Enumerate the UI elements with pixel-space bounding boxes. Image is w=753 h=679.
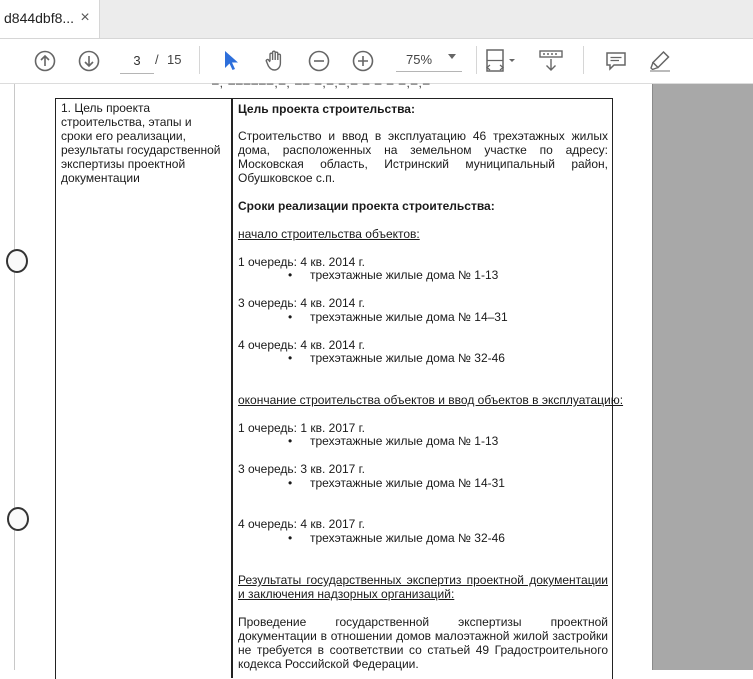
page-down-icon[interactable] xyxy=(74,46,104,76)
select-cursor-icon[interactable] xyxy=(216,46,246,76)
viewer-gutter xyxy=(653,84,753,670)
page-up-icon[interactable] xyxy=(30,46,60,76)
tab-strip xyxy=(0,0,753,39)
end-detail-3: • трехэтажные жилые дома № 14-31 xyxy=(288,476,505,490)
start-detail-4: • трехэтажные жилые дома № 32-46 xyxy=(288,351,505,365)
terms-heading: Сроки реализации проекта строительства: xyxy=(238,199,495,213)
tab-title: d844dbf8... xyxy=(4,10,75,26)
end-detail-4: • трехэтажные жилые дома № 32-46 xyxy=(288,531,505,545)
zoom-out-icon[interactable] xyxy=(304,46,334,76)
page-total: 15 xyxy=(167,52,182,67)
goal-heading: Цель проекта строительства: xyxy=(238,102,415,116)
document-tab[interactable] xyxy=(0,0,100,38)
expertise-heading: Результаты государственных экспертиз проектной документации и заключения надзорных организаций: xyxy=(238,573,608,601)
start-stage-1: 1 очередь: 4 кв. 2014 г. xyxy=(238,255,365,269)
start-stage-3: 3 очередь: 4 кв. 2014 г. xyxy=(238,296,365,310)
start-detail-1: • трехэтажные жилые дома № 1-13 xyxy=(288,268,498,282)
table-column-divider xyxy=(231,98,233,678)
close-icon[interactable]: × xyxy=(80,9,90,26)
fit-page-icon[interactable] xyxy=(482,46,520,76)
page-separator: / xyxy=(155,52,159,67)
end-stage-4: 4 очередь: 4 кв. 2017 г. xyxy=(238,517,365,531)
end-heading: окончание строительства объектов и ввод объектов в эксплуатацию: xyxy=(238,393,624,407)
scroll-mode-icon[interactable] xyxy=(536,46,566,76)
chevron-down-icon xyxy=(448,54,456,59)
end-stage-1: 1 очередь: 1 кв. 2017 г. xyxy=(238,421,365,435)
start-stage-4: 4 очередь: 4 кв. 2014 г. xyxy=(238,338,365,352)
toolbar-divider xyxy=(476,46,477,74)
zoom-select[interactable] xyxy=(396,47,462,72)
left-cell-text: 1. Цель проекта строительства, этапы и сроки его реализации, результаты государственной экспертизы проектной документации xyxy=(61,101,221,185)
toolbar-divider xyxy=(583,46,584,74)
zoom-value: 75% xyxy=(406,52,433,67)
goal-text: Строительство и ввод в эксплуатацию 46 трехэтажных жилых дома, расположенных на земельном участке по адресу: Московская область, Истринский муниципальный район, Обушковское с.п. xyxy=(238,129,608,185)
end-detail-1: • трехэтажные жилые дома № 1-13 xyxy=(288,434,498,448)
highlight-pen-icon[interactable] xyxy=(645,46,675,76)
scan-fold-line xyxy=(14,84,15,670)
punch-hole xyxy=(6,249,28,273)
page-number-input[interactable] xyxy=(120,47,154,74)
toolbar-divider xyxy=(199,46,200,74)
punch-hole xyxy=(7,507,29,531)
comment-icon[interactable] xyxy=(601,46,631,76)
start-heading: начало строительства объектов: xyxy=(238,227,420,241)
start-detail-3: • трехэтажные жилые дома № 14–31 xyxy=(288,310,508,324)
page-edge xyxy=(652,84,653,670)
expertise-text: Проведение государственной экспертизы проектной документации в отношении домов малоэтажной жилой застройки не требуется в соответствии со статьей 49 Градостроительного кодекса Российской Федерации. xyxy=(238,615,608,671)
hand-icon[interactable] xyxy=(260,46,290,76)
end-stage-3: 3 очередь: 3 кв. 2017 г. xyxy=(238,462,365,476)
zoom-in-icon[interactable] xyxy=(348,46,378,76)
header-trace: –, ––––––,–, –– –,–,–,– – – – –,–,– xyxy=(212,76,431,90)
